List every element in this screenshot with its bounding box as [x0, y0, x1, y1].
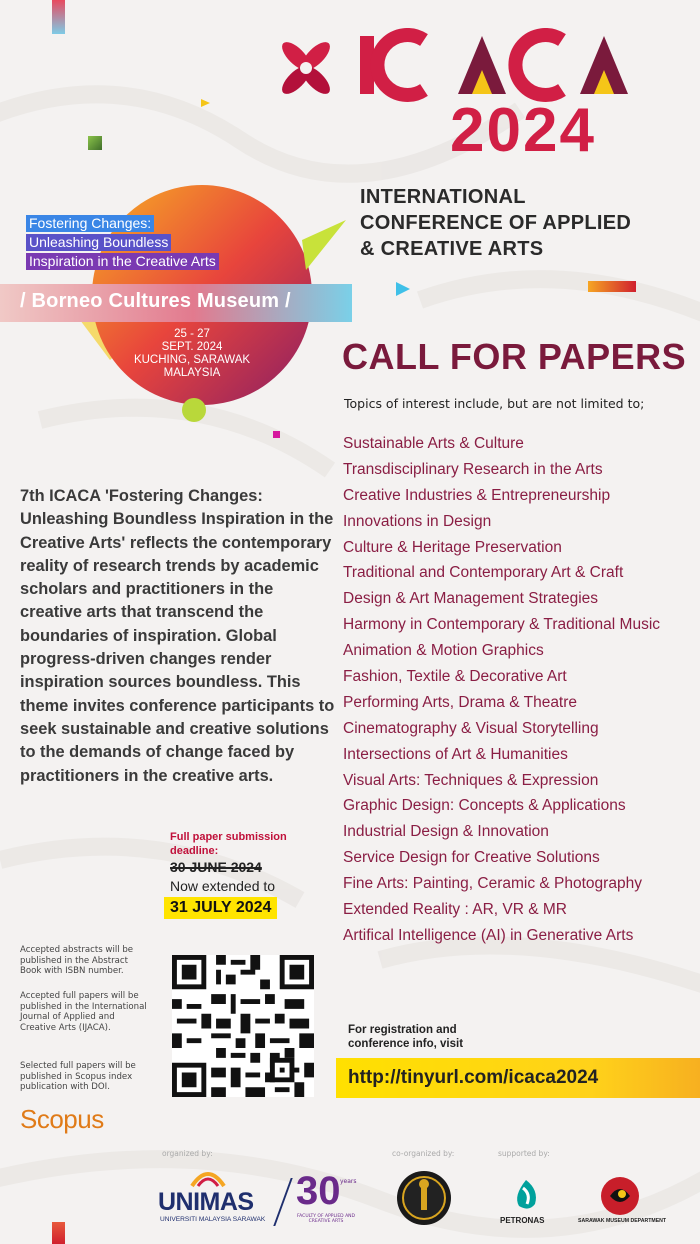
- supported-by-label: supported by:: [498, 1149, 550, 1158]
- event-city: KUCHING, SARAWAK: [133, 354, 251, 366]
- logo-year: 2024: [450, 96, 596, 165]
- venue-name: Borneo Cultures Museum: [31, 290, 280, 312]
- deadline-label: Full paper submission deadline:: [170, 831, 287, 857]
- publication-note-1: Accepted abstracts will be published in the Abstract Book with ISBN number.: [20, 945, 134, 977]
- museum-emblem-icon: [600, 1176, 640, 1216]
- conference-name-line-1: INTERNATIONAL: [360, 186, 526, 208]
- unimas-subtitle: UNIVERSITI MALAYSIA SARAWAK: [160, 1216, 266, 1223]
- conference-name-line-2: CONFERENCE OF APPLIED: [360, 212, 632, 234]
- petronas-wordmark: PETRONAS: [500, 1216, 545, 1225]
- topic-item: Innovations in Design: [343, 512, 492, 530]
- new-deadline-badge: 31 JULY 2024: [164, 897, 277, 919]
- logo-petal-mark: [278, 38, 335, 99]
- call-for-papers-title: CALL FOR PAPERS: [342, 336, 687, 377]
- topic-item: Service Design for Creative Solutions: [343, 849, 600, 867]
- topic-item: Fine Arts: Painting, Ceramic & Photography: [343, 875, 642, 893]
- qr-code[interactable]: [172, 955, 314, 1097]
- accent-bar-orange: [588, 281, 636, 292]
- topics-list: [343, 431, 660, 949]
- old-deadline: 30 JUNE 2024: [170, 859, 262, 875]
- faculty-years: years: [340, 1178, 357, 1185]
- topic-item: Performing Arts, Drama & Theatre: [343, 693, 578, 711]
- accent-square-green: [88, 136, 102, 150]
- topic-item: Traditional and Contemporary Art & Craft: [343, 564, 624, 582]
- faculty-number: 30: [296, 1169, 341, 1213]
- accent-square-magenta: [273, 431, 280, 438]
- unimas-emblem-icon: [188, 1166, 228, 1188]
- museum-wordmark: SARAWAK MUSEUM DEPARTMENT: [578, 1218, 667, 1224]
- conference-name: [360, 184, 631, 262]
- registration-info: [348, 1023, 463, 1051]
- event-month-year: SEPT. 2024: [161, 341, 223, 353]
- topic-item: Intersections of Art & Humanities: [343, 745, 568, 763]
- topic-item: Cinematography & Visual Storytelling: [343, 719, 599, 737]
- registration-line-2: conference info, visit: [348, 1038, 464, 1050]
- co-organizer-seal-logo: [396, 1170, 452, 1226]
- faculty-name: FACULTY OF APPLIED AND CREATIVE ARTS: [297, 1214, 355, 1224]
- topic-item: Extended Reality : AR, VR & MR: [343, 901, 567, 919]
- topic-item: Sustainable Arts & Culture: [343, 435, 524, 452]
- event-dates: 25 - 27: [174, 328, 210, 340]
- extended-text: Now extended to: [170, 878, 276, 894]
- tagline-line-3: Inspiration in the Creative Arts: [26, 253, 219, 270]
- unimas-wordmark: UNIMAS: [158, 1188, 254, 1216]
- topics-intro: Topics of interest include, but are not limited to;: [344, 396, 645, 411]
- topic-item: Graphic Design: Concepts & Applications: [343, 797, 626, 815]
- co-organized-by-label: co-organized by:: [392, 1149, 455, 1158]
- accent-triangle-cyan: [396, 282, 410, 296]
- registration-line-1: For registration and: [348, 1024, 457, 1036]
- venue-slash-right: /: [279, 290, 291, 312]
- topic-item: Creative Industries & Entrepreneurship: [343, 486, 611, 504]
- organized-by-label: organized by:: [162, 1149, 213, 1158]
- tagline-line-2: Unleashing Boundless: [26, 234, 171, 251]
- topic-item: Animation & Motion Graphics: [343, 642, 544, 660]
- topic-item: Design & Art Management Strategies: [343, 590, 599, 608]
- topic-item: Fashion, Textile & Decorative Art: [343, 668, 567, 686]
- tagline-line-1: Fostering Changes:: [26, 215, 154, 232]
- accent-triangle-yellow: [201, 99, 210, 107]
- publication-note-2: Accepted full papers will be published in the International Journal of Applied and Creative Arts (IJACA).: [20, 991, 147, 1033]
- petronas-emblem-icon: [511, 1178, 541, 1212]
- accent-bar-bottom: [52, 1222, 65, 1244]
- theme-description: 7th ICACA 'Fostering Changes: Unleashing Boundless Inspiration in the Creative Arts' reflects the contemporary reality of research trends by academic scholars and practitioners in the creative arts that transcend the boundaries of inspiration. Global progress-driven changes render inspiration sources boundless. This theme invites conference participants to seek sustainable and creative solutions to the demands of change faced by practitioners in the creative arts.: [20, 487, 335, 785]
- topic-item: Harmony in Contemporary & Traditional Music: [343, 616, 661, 634]
- publication-note-3: Selected full papers will be published in Scopus index publication with DOI.: [20, 1061, 136, 1093]
- topic-item: Industrial Design & Innovation: [343, 823, 549, 841]
- venue-label: [20, 290, 291, 313]
- topic-item: Transdisciplinary Research in the Arts: [343, 460, 603, 478]
- event-country: MALAYSIA: [163, 367, 221, 379]
- accent-bar-top: [52, 0, 65, 34]
- event-info: [132, 328, 252, 380]
- venue-slash-left: /: [20, 290, 32, 312]
- topic-item: Culture & Heritage Preservation: [343, 538, 562, 556]
- scopus-logo: Scopus: [20, 1104, 104, 1134]
- conference-name-line-3: & CREATIVE ARTS: [360, 238, 544, 260]
- registration-url-link[interactable]: http://tinyurl.com/icaca2024: [348, 1067, 599, 1088]
- topic-item: Visual Arts: Techniques & Expression: [343, 771, 599, 789]
- topic-item: Artifical Intelligence (AI) in Generative Arts: [343, 926, 634, 944]
